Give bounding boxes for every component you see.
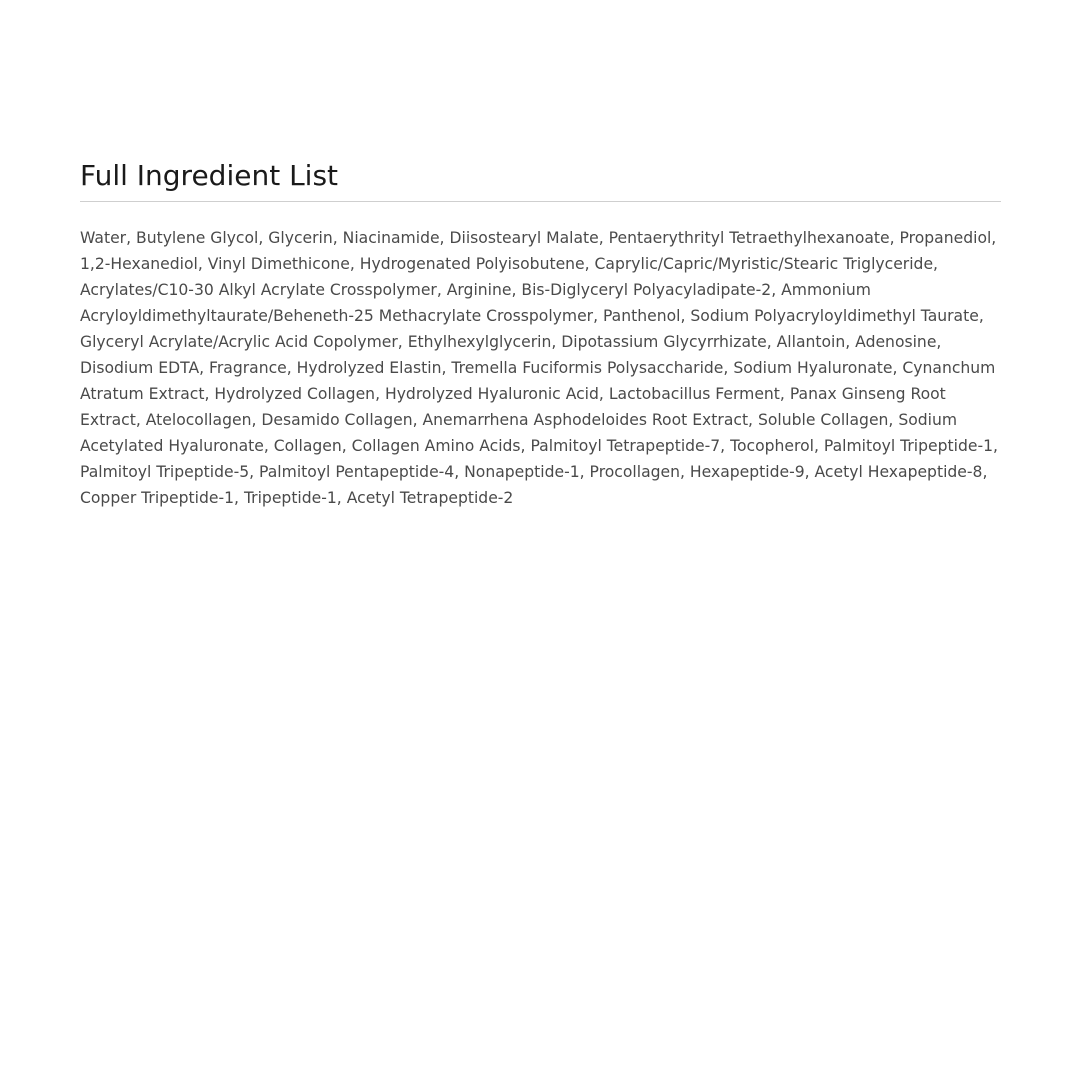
ingredient-list-text: Water, Butylene Glycol, Glycerin, Niacinamide, Diisostearyl Malate, Pentaerythrityl Tetraethylhexanoate, Propanediol, 1,2-Hexanediol, Vinyl Dimethicone, Hydrogenated Polyisobutene, Caprylic/Capric/Myristic/Stearic Triglyceride, Acrylates/C10-30 Alkyl Acrylate Crosspolymer, Arginine, Bis-Diglyceryl Polyacyladipate-2, Ammonium Acryloyldimethyltaurate/Beheneth-25 Methacrylate Crosspolymer, Panthenol, Sodium Polyacryloyldimethyl Taurate, Glyceryl Acrylate/Acrylic Acid Copolymer, Ethylhexylglycerin, Dipotassium Glycyrrhizate, Allantoin, Adenosine, Disodium EDTA, Fragrance, Hydrolyzed Elastin, Tremella Fuciformis Polysaccharide, Sodium Hyaluronate, Cynanchum Atratum Extract, Hydrolyzed Collagen, Hydrolyzed Hyaluronic Acid, Lactobacillus Ferment, Panax Ginseng Root Extract, Atelocollagen, Desamido Collagen, Anemarrhena Asphodeloides Root Extract, Soluble Collagen, Sodium Acetylated Hyaluronate, Collagen, Collagen Amino Acids, Palmitoyl Tetrapeptide-7, Tocopherol, Palmitoyl Tripeptide-1, Palmitoyl Tripeptide-5, Palmitoyl Pentapeptide-4, Nonapeptide-1, Procollagen, Hexapeptide-9, Acetyl Hexapeptide-8, Copper Tripeptide-1, Tripeptide-1, Acetyl Tetrapeptide-2 xyxy=(80,229,998,507)
section-title: Full Ingredient List xyxy=(80,159,339,192)
ingredient-list-section xyxy=(80,155,1001,511)
title-divider xyxy=(80,201,1001,202)
